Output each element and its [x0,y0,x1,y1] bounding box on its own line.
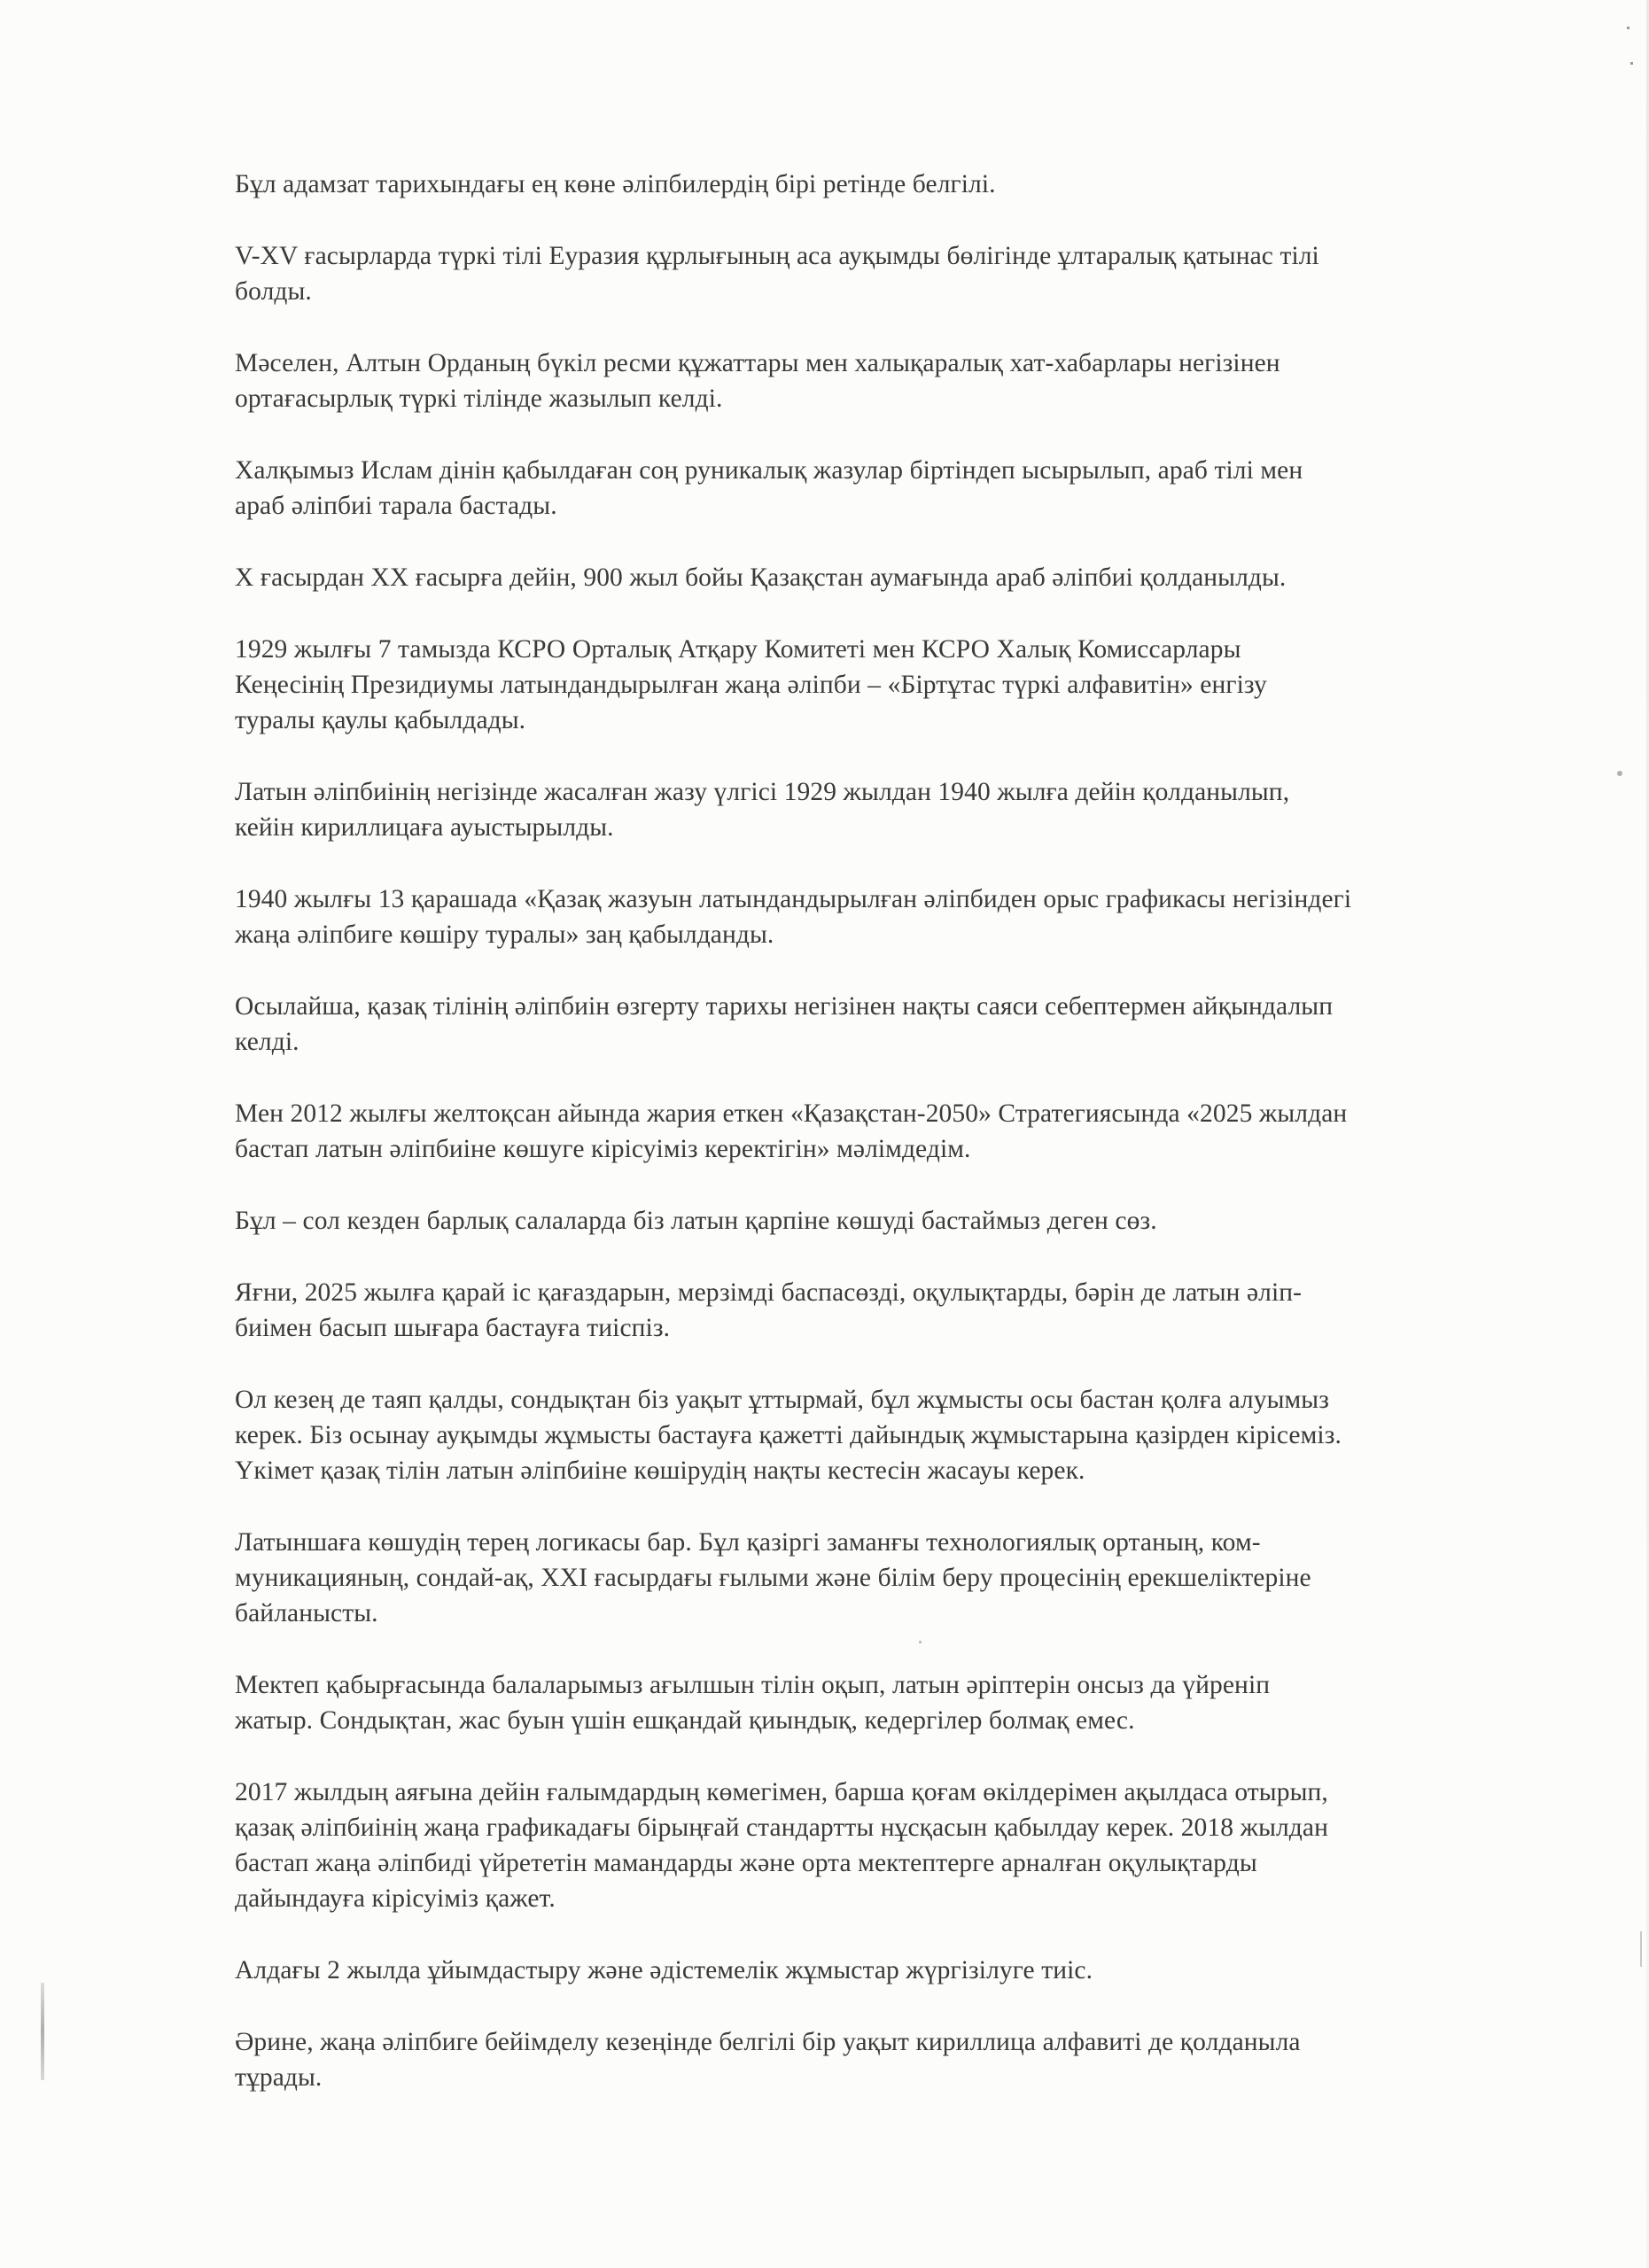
paragraph: Латыншаға көшудің терең логикасы бар. Бұл қазіргі заманғы технологиялық ортаның, ком- муникацияның, сондай-ақ, XXI ғасырдағы ғылыми және білім беру процесінің ерекшеліктеріне байланысты. [235,1528,1311,1627]
paragraph: 1940 жылғы 13 қарашада «Қазақ жазуын латындандырылған әліпбиден орыс графикасы негізіндегі жаңа әліпбиге көшіру туралы» заң қабылданды. [235,885,1352,949]
paragraph: Әрине, жаңа әліпбиге бейімделу кезеңінде белгілі бір уақыт кириллица алфавиті де қолданыла тұрады. [235,2028,1301,2092]
paragraph: V-XV ғасырларда түркі тілі Еуразия құрлығының аса ауқымды бөлігінде ұлтаралық қатынас тілі болды. [235,242,1319,306]
paragraph: Бұл адамзат тарихындағы ең көне әліпбилердің бірі ретінде белгілі. [235,170,996,198]
paragraph: Халқымыз Ислам дінін қабылдаған соң руникалық жазулар біртіндеп ысырылып, араб тілі мен араб әліпбиі тарала бастады. [235,456,1303,520]
paragraph: Бұл – сол кезден барлық салаларда біз латын қарпіне көшуді бастаймыз деген сөз. [235,1207,1157,1235]
scan-speck [1640,1931,1642,1967]
paragraph: 2017 жылдың аяғына дейін ғалымдардың көмегімен, барша қоғам өкілдерімен ақылдаса отырып, қазақ әліпбиінің жаңа графикадағы бірыңғай стандартты нұсқасын қабылдау керек. 2018 жылдан бастап жаңа әліпбиді үйрететін мамандарды және орта мектептерге арналған оқулықтарды дайындауға кірісуіміз қажет. [235,1778,1328,1913]
document-body [235,167,1502,2132]
paragraph: Яғни, 2025 жылға қарай іс қағаздарын, мерзімді баспасөзді, оқулықтарды, бәрін де латын әліп- биімен басып шығара бастауға тиіспіз. [235,1278,1303,1342]
scan-speck [1630,62,1633,65]
paragraph: X ғасырдан XX ғасырға дейін, 900 жыл бойы Қазақстан аумағында араб әліпбиі қолданылды. [235,563,1287,592]
paragraph: Ол кезең де таяп қалды, сондықтан біз уақыт ұттырмай, бұл жұмысты осы бастан қолға алуымыз керек. Біз осынау ауқымды жұмысты бастауға қажетті дайындық жұмыстарына қазірден кірісеміз. Үкімет қазақ тілін латын әліпбиіне көшірудің нақты кестесін жасауы керек. [235,1386,1342,1485]
scan-speck [1617,771,1622,776]
scan-binding-mark [41,1983,44,2080]
paragraph: Латын әліпбиінің негізінде жасалған жазу үлгісі 1929 жылдан 1940 жылға дейін қолданылып, кейін кириллицаға ауыстырылды. [235,778,1290,842]
paragraph: Алдағы 2 жылда ұйымдастыру және әдістемелік жұмыстар жүргізілуге тиіс. [235,1956,1093,1984]
paragraph: Мен 2012 жылғы желтоқсан айында жария еткен «Қазақстан-2050» Стратегиясында «2025 жылдан бастап латын әліпбиіне көшуге кірісуіміз керектігін» мәлімдедім. [235,1099,1348,1163]
paragraph: Осылайша, қазақ тілінің әліпбиін өзгерту тарихы негізінен нақты саяси себептермен айқындалып келді. [235,992,1334,1056]
paragraph: Мектеп қабырғасында балаларымыз ағылшын тілін оқып, латын әріптерін онсыз да үйреніп жатыр. Сондықтан, жас буын үшін ешқандай қиындық, кедергілер болмақ емес. [235,1671,1271,1735]
scan-speck [1627,27,1630,29]
paragraph: Мәселен, Алтын Орданың бүкіл ресми құжаттары мен халықаралық хат-хабарлары негізінен ортағасырлық түркі тілінде жазылып келді. [235,349,1280,413]
paragraph: 1929 жылғы 7 тамызда КСРО Орталық Атқару Комитеті мен КСРО Халық Комиссарлары Кеңесінің Президиумы латындандырылған жаңа әліпби – «Біртұтас түркі алфавитін» енгізу туралы қаулы қабылдады. [235,635,1267,734]
